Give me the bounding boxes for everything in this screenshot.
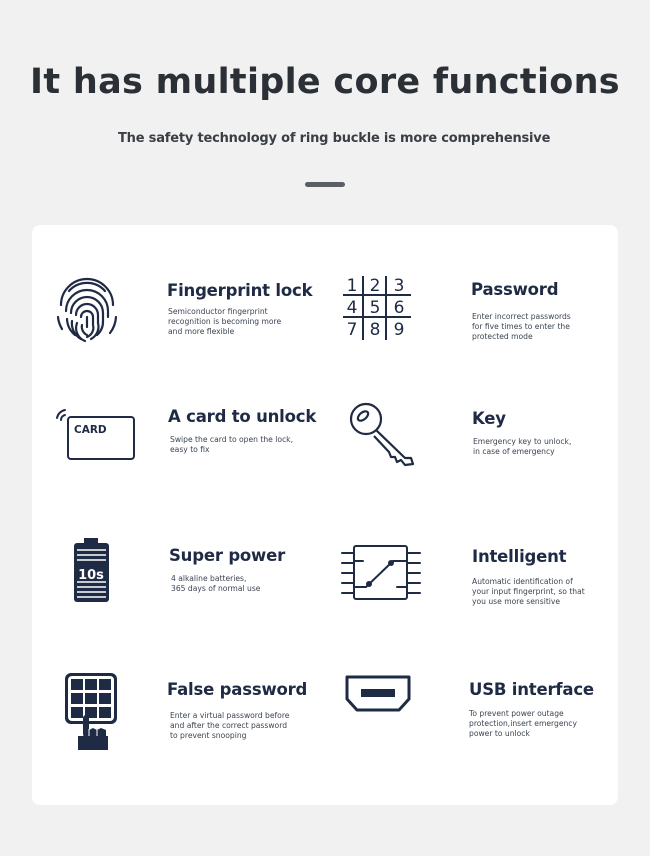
card-label: CARD (74, 424, 107, 436)
keypad-digit: 5 (369, 298, 381, 318)
usb-icon (345, 675, 411, 713)
feature-title-false-password: False password (167, 680, 308, 699)
feature-desc-password: Enter incorrect passwords for five times to enter the protected mode (472, 312, 571, 341)
feature-desc-key: Emergency key to unlock, in case of emergency (473, 437, 572, 456)
feature-desc-usb: To prevent power outage protection,insert emergency power to unlock (469, 709, 577, 738)
divider (305, 182, 345, 187)
feature-title-fingerprint: Fingerprint lock (167, 281, 313, 300)
chip-icon (341, 543, 421, 603)
keypad-digit: 4 (346, 298, 358, 318)
feature-title-card: A card to unlock (168, 407, 317, 426)
feature-desc-fingerprint: Semiconductor fingerprint recognition is becoming more and more flexible (168, 307, 282, 336)
touch-keypad-icon (64, 672, 120, 752)
keypad-digit: 2 (369, 276, 381, 296)
feature-desc-intelligent: Automatic identification of your input fingerprint, so that you use more sensitive (472, 577, 585, 606)
card-icon (53, 402, 137, 464)
key-icon (349, 402, 417, 468)
page-title: It has multiple core functions (30, 62, 620, 102)
feature-desc-power: 4 alkaline batteries, 365 days of normal use (171, 574, 261, 593)
feature-title-intelligent: Intelligent (472, 547, 567, 566)
keypad-digit: 3 (393, 276, 405, 296)
keypad-icon (341, 274, 413, 340)
keypad-digit: 7 (346, 320, 358, 340)
battery-label: 10s (78, 568, 104, 583)
feature-title-power: Super power (169, 546, 286, 565)
battery-icon (72, 538, 112, 604)
keypad-digit: 1 (346, 276, 358, 296)
fingerprint-icon (55, 277, 119, 347)
keypad-digit: 9 (393, 320, 405, 340)
feature-desc-card: Swipe the card to open the lock, easy to fix (170, 435, 293, 454)
keypad-digit: 8 (369, 320, 381, 340)
keypad-digit: 6 (393, 298, 405, 318)
feature-title-key: Key (472, 409, 506, 428)
feature-title-usb: USB interface (469, 680, 594, 699)
feature-desc-false-password: Enter a virtual password before and after the correct password to prevent snooping (170, 711, 290, 740)
page-subtitle: The safety technology of ring buckle is more comprehensive (118, 131, 551, 146)
feature-title-password: Password (471, 280, 559, 299)
